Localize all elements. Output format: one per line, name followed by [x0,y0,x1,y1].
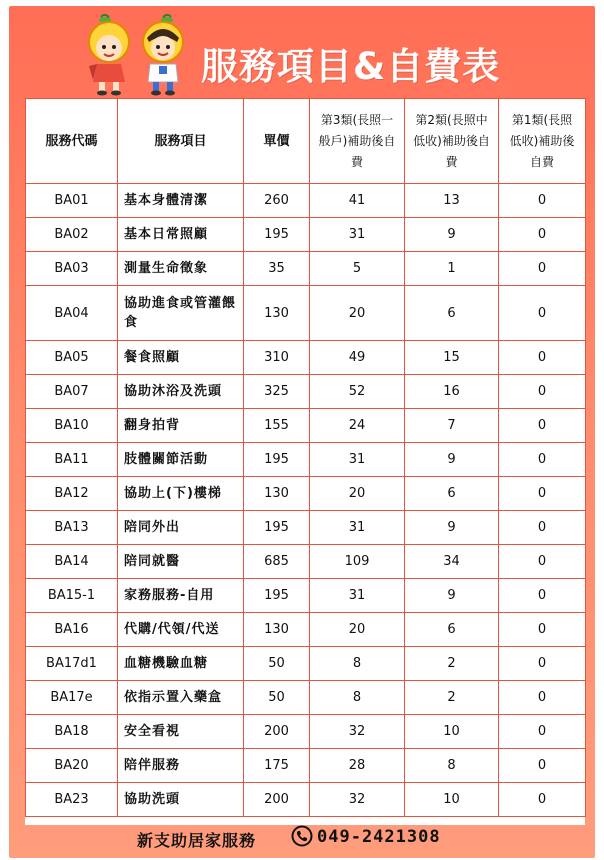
class3-copay-cell: 31 [310,511,405,545]
class3-copay-cell: 28 [310,749,405,783]
class2-copay-cell: 13 [405,184,499,218]
class1-copay-cell: 0 [499,218,586,252]
table-row [26,647,586,681]
class3-copay-cell: 41 [310,184,405,218]
class3-copay-cell: 20 [310,477,405,511]
class1-copay-cell: 0 [499,613,586,647]
table-row [26,579,586,613]
class2-copay-cell: 10 [405,715,499,749]
service-table [25,98,586,817]
column-header: 第2類(長照中低收)補助後自費 [405,99,499,184]
class2-copay-cell: 8 [405,749,499,783]
service-table-wrapper [25,98,585,825]
class1-copay-cell: 0 [499,681,586,715]
class2-copay-cell: 15 [405,341,499,375]
service-code-cell: BA03 [26,252,118,286]
table-row [26,409,586,443]
class2-copay-cell: 2 [405,647,499,681]
price-cell: 200 [244,715,310,749]
class3-copay-cell: 20 [310,286,405,341]
column-header: 第1類(長照低收)補助後自費 [499,99,586,184]
price-cell: 260 [244,184,310,218]
service-item-cell: 餐食照顧 [118,341,244,375]
service-code-cell: BA04 [26,286,118,341]
table-row [26,341,586,375]
class2-copay-cell: 10 [405,783,499,817]
service-item-cell: 家務服務-自用 [118,579,244,613]
footer [9,822,595,856]
service-item-cell: 協助上(下)樓梯 [118,477,244,511]
class2-copay-cell: 16 [405,375,499,409]
service-code-cell: BA10 [26,409,118,443]
class1-copay-cell: 0 [499,443,586,477]
service-code-cell: BA13 [26,511,118,545]
service-code-cell: BA17e [26,681,118,715]
class3-copay-cell: 32 [310,783,405,817]
service-item-cell: 血糖機驗血糖 [118,647,244,681]
price-cell: 155 [244,409,310,443]
service-item-cell: 依指示置入藥盒 [118,681,244,715]
page-title: 服務項目&自費表 [201,45,501,88]
class1-copay-cell: 0 [499,341,586,375]
price-cell: 685 [244,545,310,579]
class2-copay-cell: 34 [405,545,499,579]
price-cell: 130 [244,613,310,647]
table-row [26,545,586,579]
class3-copay-cell: 52 [310,375,405,409]
class3-copay-cell: 109 [310,545,405,579]
price-cell: 195 [244,218,310,252]
service-item-cell: 安全看視 [118,715,244,749]
price-cell: 195 [244,511,310,545]
class1-copay-cell: 0 [499,749,586,783]
column-header: 服務代碼 [26,99,118,184]
class2-copay-cell: 6 [405,477,499,511]
price-cell: 130 [244,477,310,511]
column-header: 單價 [244,99,310,184]
price-cell: 130 [244,286,310,341]
service-code-cell: BA14 [26,545,118,579]
table-header-row [26,99,586,184]
table-row [26,783,586,817]
class1-copay-cell: 0 [499,409,586,443]
service-item-cell: 陪伴服務 [118,749,244,783]
service-item-cell: 陪同就醫 [118,545,244,579]
column-header: 第3類(長照一般戶)補助後自費 [310,99,405,184]
service-code-cell: BA07 [26,375,118,409]
class2-copay-cell: 9 [405,579,499,613]
price-cell: 195 [244,443,310,477]
table-row [26,681,586,715]
price-cell: 50 [244,647,310,681]
class3-copay-cell: 8 [310,647,405,681]
class1-copay-cell: 0 [499,545,586,579]
class3-copay-cell: 20 [310,613,405,647]
class2-copay-cell: 6 [405,286,499,341]
class1-copay-cell: 0 [499,184,586,218]
service-item-cell: 陪同外出 [118,511,244,545]
class1-copay-cell: 0 [499,375,586,409]
service-code-cell: BA20 [26,749,118,783]
service-item-cell: 協助進食或管灌餵食 [118,286,244,341]
column-header: 服務項目 [118,99,244,184]
service-item-cell: 代購/代領/代送 [118,613,244,647]
service-item-cell: 基本日常照顧 [118,218,244,252]
class2-copay-cell: 1 [405,252,499,286]
header [9,6,595,98]
service-item-cell: 協助洗頭 [118,783,244,817]
mascot-girl-icon [79,14,141,96]
class1-copay-cell: 0 [499,647,586,681]
mascot-boy-icon [133,14,195,96]
service-code-cell: BA05 [26,341,118,375]
service-code-cell: BA01 [26,184,118,218]
service-code-cell: BA18 [26,715,118,749]
class1-copay-cell: 0 [499,286,586,341]
service-item-cell: 協助沐浴及洗頭 [118,375,244,409]
class3-copay-cell: 31 [310,579,405,613]
table-row [26,184,586,218]
class3-copay-cell: 24 [310,409,405,443]
service-code-cell: BA02 [26,218,118,252]
table-row [26,218,586,252]
class1-copay-cell: 0 [499,477,586,511]
price-cell: 175 [244,749,310,783]
service-code-cell: BA11 [26,443,118,477]
class2-copay-cell: 7 [405,409,499,443]
class1-copay-cell: 0 [499,579,586,613]
class2-copay-cell: 6 [405,613,499,647]
table-row [26,443,586,477]
class1-copay-cell: 0 [499,252,586,286]
service-code-cell: BA15-1 [26,579,118,613]
class2-copay-cell: 2 [405,681,499,715]
poster-frame [9,6,595,858]
class3-copay-cell: 32 [310,715,405,749]
table-row [26,375,586,409]
class3-copay-cell: 31 [310,443,405,477]
service-code-cell: BA16 [26,613,118,647]
class3-copay-cell: 31 [310,218,405,252]
phone-number: 049-2421308 [317,827,441,847]
service-item-cell: 肢體關節活動 [118,443,244,477]
service-item-cell: 測量生命徵象 [118,252,244,286]
price-cell: 325 [244,375,310,409]
class3-copay-cell: 49 [310,341,405,375]
class2-copay-cell: 9 [405,511,499,545]
class3-copay-cell: 5 [310,252,405,286]
table-row [26,477,586,511]
price-cell: 195 [244,579,310,613]
class2-copay-cell: 9 [405,443,499,477]
service-item-cell: 基本身體清潔 [118,184,244,218]
table-row [26,613,586,647]
service-item-cell: 翻身拍背 [118,409,244,443]
table-row [26,749,586,783]
table-row [26,286,586,341]
table-row [26,252,586,286]
price-cell: 310 [244,341,310,375]
class2-copay-cell: 9 [405,218,499,252]
table-row [26,511,586,545]
service-code-cell: BA12 [26,477,118,511]
class1-copay-cell: 0 [499,511,586,545]
price-cell: 200 [244,783,310,817]
phone-icon [291,825,313,847]
class1-copay-cell: 0 [499,715,586,749]
price-cell: 50 [244,681,310,715]
class1-copay-cell: 0 [499,783,586,817]
service-code-cell: BA17d1 [26,647,118,681]
class3-copay-cell: 8 [310,681,405,715]
price-cell: 35 [244,252,310,286]
company-name: 新支助居家服務 [137,831,257,850]
service-code-cell: BA23 [26,783,118,817]
table-row [26,715,586,749]
